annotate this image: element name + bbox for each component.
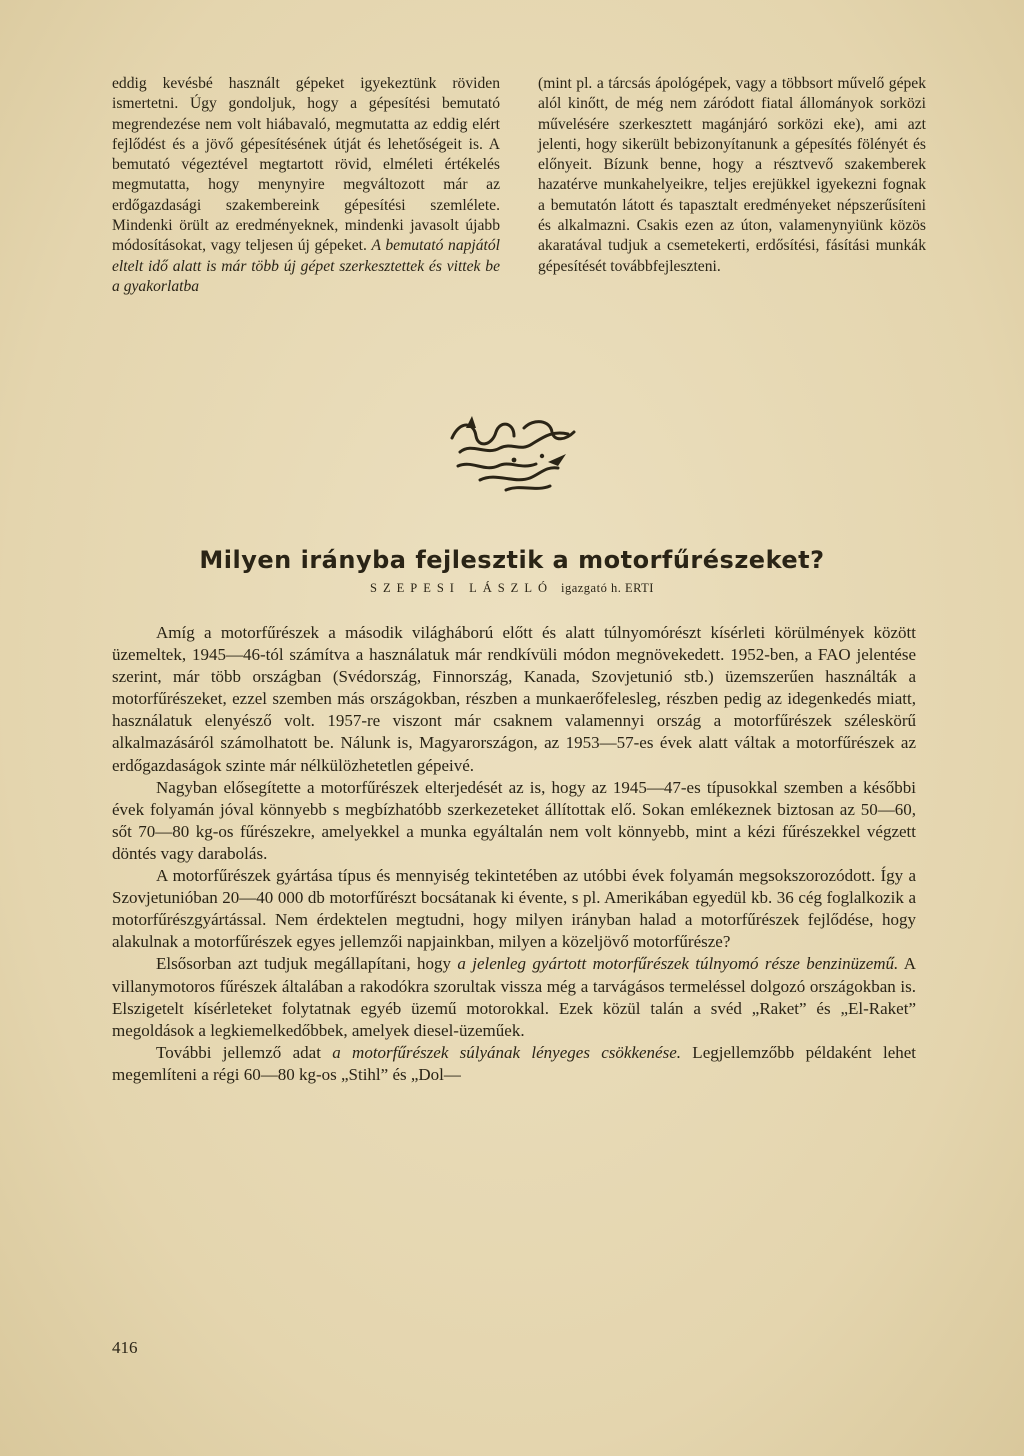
left-column-text [112,74,500,297]
paragraph-text: Legjellemzőbb példaként lehet megemlíteni a régi 60—80 kg-os „Stihl” és „Dol— [112,1042,917,1084]
left-column-sentence: eddig kevésbé használt gépeket igyekeztünk röviden ismertetni. Úgy gondoljuk, hogy a gépesítési bemutató megrendezése nem volt hiábavaló, megmutatta az eddig elért fejlődést és a jövő gépesítésének útját és lehetőségeit is. A bemutató végeztével megtartott rövid, elméleti értékelés megmutatta, hogy menynyire megváltozott már az erdőgazdasági szakembereink gépesítési szemlélete. Mindenki örült az eredményeknek, mindenki javasolt újabb módosításokat, vagy teljesen új gépeket. [112,75,500,255]
left-column [112,74,500,297]
paragraph [112,953,916,1041]
article-body [112,622,916,1086]
paragraph: Nagyban elősegítette a motorfűrészek elterjedését az is, hogy az 1945—47-es típusokkal szemben a későbbi évek folyamán jóval könnyebb s megbízhatóbb szerkezeteket állítottak elő. Sokan emlékeznek biztosan az 50—60, sőt 70—80 kg-os fűrészekre, amelyekkel a munka egyáltalán nem volt könnyebb, mint a kézi fűrészekkel végzett döntés vagy darabolás. [112,777,916,863]
author-role: igazgató h. ERTI [560,581,654,595]
byline [0,581,1024,596]
paragraph-italic-text: a motorfűrészek súlyának lényeges csökkenése. [332,1042,681,1062]
previous-article-columns [112,74,926,297]
paragraph [112,1042,916,1086]
left-column-italic-sentence: A bemutató napjától eltelt idő alatt is már több új gépet szerkesztettek és vittek be a gyakorlatba [112,237,501,295]
paragraph: A motorfűrészek gyártása típus és mennyiség tekintetében az utóbbi évek folyamán megsokszorozódott. Így a Szovjetunióban 20—40 000 db motorfűrészt bocsátanak ki évente, s pl. Amerikában egyedül kb. 36 cég foglalkozik a motorfűrészgyártással. Nem érdektelen megtudni, hogy milyen irányban halad a motorfűrészek fejlődése, hogy alakulnak a motorfűrészek egyes jellemzői napjainkban, milyen a közeljövő motorfűrésze? [112,866,916,952]
paragraph-italic-text: a jelenleg gyártott motorfűrészek túlnyomó része benzinüzemű. [457,954,899,974]
paragraph-text: Elsősorban azt tudjuk megállapítani, hogy [156,954,458,974]
paragraph-text: A villanymotoros fűrészek általában a rakodókra szorultak vissza még a tarvágásos termeléssel dolgozó országokban is. Elszigetelt kísérleteket folytatnak egyéb üzemű motorokkal. Ezek közül talán a svéd „Raket” és „El-Raket” megoldások a legkiemelkedőbbek, amelyek diesel-üzeműek. [112,954,916,1040]
page-number: 416 [112,1338,138,1357]
article-title: Milyen irányba fejlesztik a motorfűrészeket? [199,546,825,574]
paragraph: Amíg a motorfűrészek a második világháború előtt és alatt túlnyomórészt kísérleti körülmények között üzemeltek, 1945—46-tól számítva a használatuk már rendkívüli módon megnövekedett. 1952-ben, a FAO jelentése szerint, már több országban (Svédország, Finnország, Kanada, Szovjetunió stb.) üzemszerűen használták a motorfűrészeket, ezzel szemben más országokban, részben a munkaerőfelesleg, részben pedig az idegenkedés miatt, használatuk elenyésző volt. 1957-re viszont már csaknem valamennyi ország a motorfűrészek széleskörű alkalmazásáról számolhatott be. Nálunk is, Magyarországon, az 1953—57-es évek alatt váltak a motorfűrészek az erdőgazdaságok szinte már nélkülözhetetlen gépeivé. [112,623,916,775]
decorative-ornament-icon [440,408,590,500]
right-column [538,74,926,297]
right-column-text: (mint pl. a tárcsás ápológépek, vagy a többsort művelő gépek alól kinőtt, de még nem záródott fiatal állományok sorközi művelésére szerkesztett magánjáró sorközi eke), ami azt jelenti, hogy sikerült bebizonyítanunk a gépesítés fölényét és előnyeit. Bízunk benne, hogy a résztvevő szakemberek hazatérve munkahelyeikre, teljes erejükkel igyekezni fognak a bemutatón látott és tapasztalt eredményeket népszerűsíteni és alkalmazni. Csakis ezen az úton, valamenynyiünk közös akaratával tudjuk a csemetekerti, erdősítési, fásítási munkák gépesítését továbbfejleszteni. [538,75,926,275]
paragraph-text: További jellemző adat [156,1042,333,1062]
author-name: SZEPESI LÁSZLÓ [370,581,553,595]
